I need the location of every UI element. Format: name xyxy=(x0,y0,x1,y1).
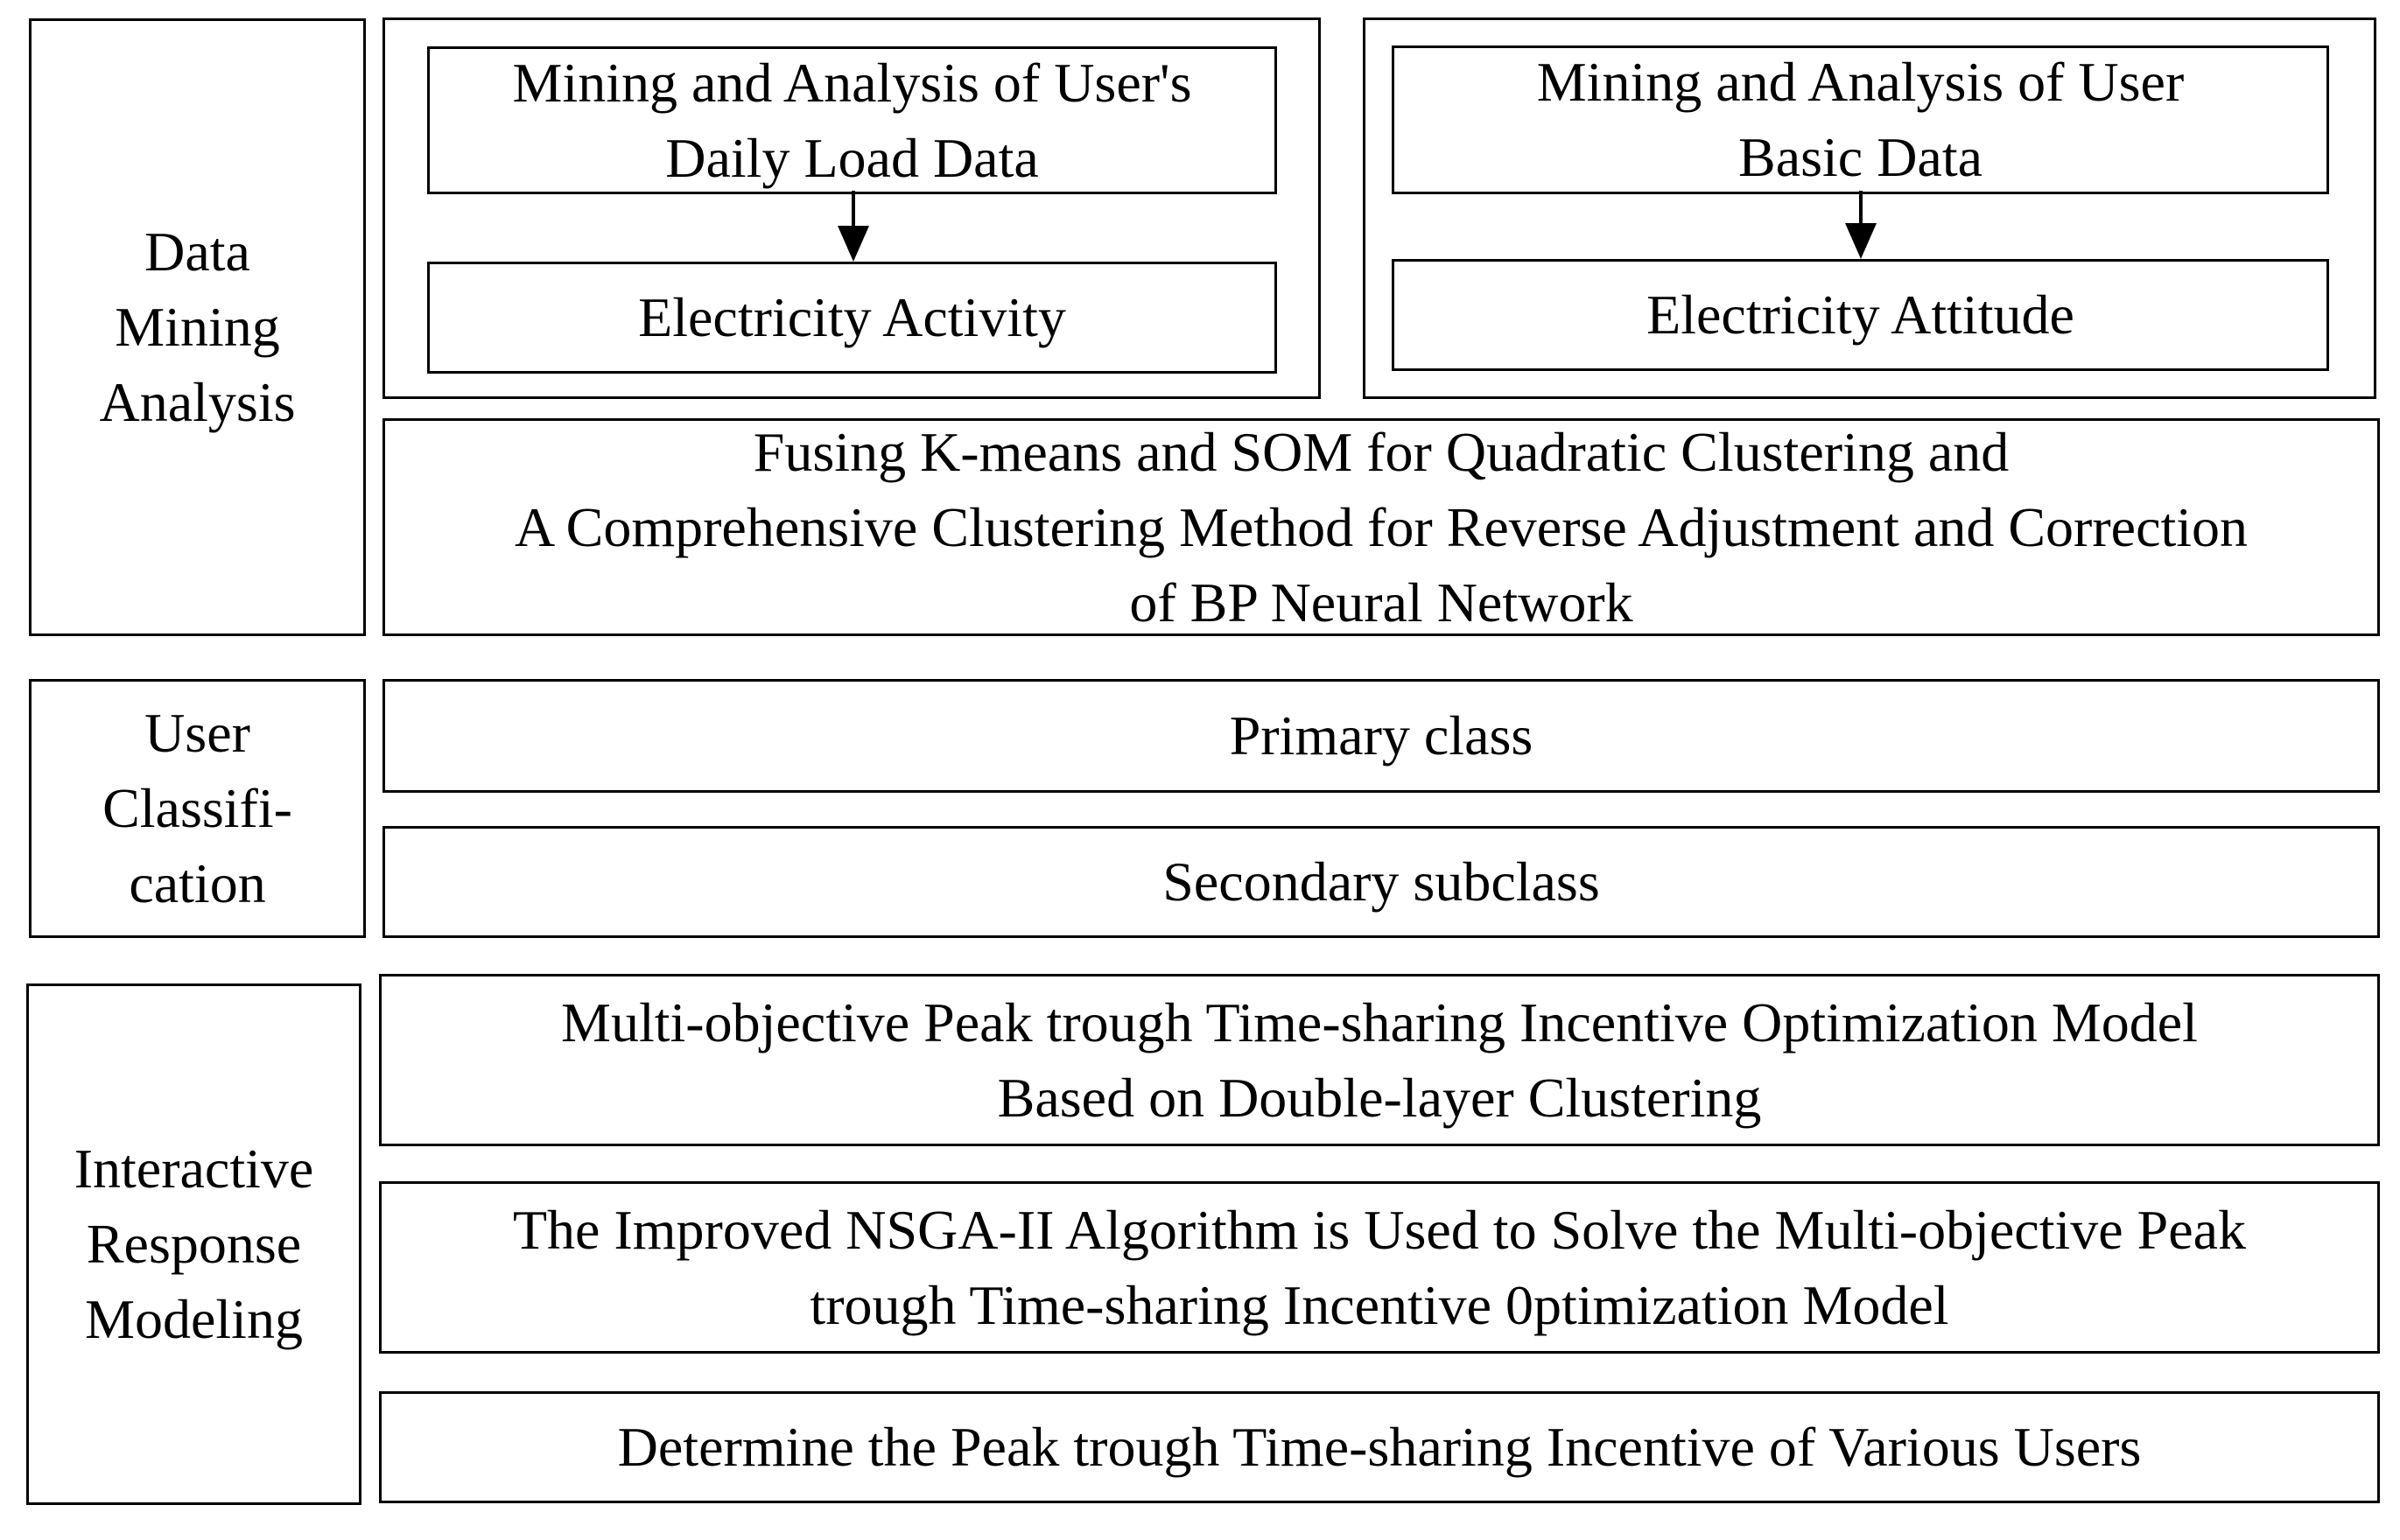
section-label-line: User xyxy=(144,702,250,764)
box-text: Secondary subclass xyxy=(1162,850,1600,913)
box-text-line: Fusing K-means and SOM for Quadratic Clustering and xyxy=(753,420,2010,483)
box-text-line: Basic Data xyxy=(1738,126,1982,188)
box-text: Electricity Activity xyxy=(638,286,1066,348)
section-label-line: Interactive xyxy=(74,1138,314,1200)
section-label-line: Data xyxy=(144,220,250,283)
box-text-line: of BP Neural Network xyxy=(1129,570,1633,634)
box-text: Electricity Attitude xyxy=(1646,284,2074,346)
section-label-line: Modeling xyxy=(85,1288,303,1350)
box-text-line: Mining and Analysis of User xyxy=(1536,51,2185,113)
arrow-basic-data-to-attitude xyxy=(1845,191,1877,259)
box-text-line: trough Time-sharing Incentive 0ptimization Model xyxy=(810,1273,1949,1336)
arrow-daily-load-to-activity xyxy=(838,191,869,262)
box-text: Determine the Peak trough Time-sharing Incentive of Various Users xyxy=(617,1416,2142,1478)
box-text: Primary class xyxy=(1229,704,1533,766)
box-text-line: Daily Load Data xyxy=(665,126,1039,189)
box-text-line: Multi-objective Peak trough Time-sharing Incentive Optimization Model xyxy=(561,990,2198,1054)
section-label-line: cation xyxy=(129,852,266,914)
section-label-line: Analysis xyxy=(99,371,296,433)
section-label-line: Response xyxy=(86,1213,302,1275)
section-label-line: Classifi- xyxy=(102,777,292,839)
box-text-line: The Improved NSGA-II Algorithm is Used to Solve the Multi-objective Peak xyxy=(512,1198,2247,1261)
box-text-line: Based on Double-layer Clustering xyxy=(997,1066,1762,1129)
box-text-line: Mining and Analysis of User's xyxy=(512,51,1192,114)
section-label-line: Mining xyxy=(115,296,280,358)
box-text-line: A Comprehensive Clustering Method for Reverse Adjustment and Correction xyxy=(514,495,2249,558)
